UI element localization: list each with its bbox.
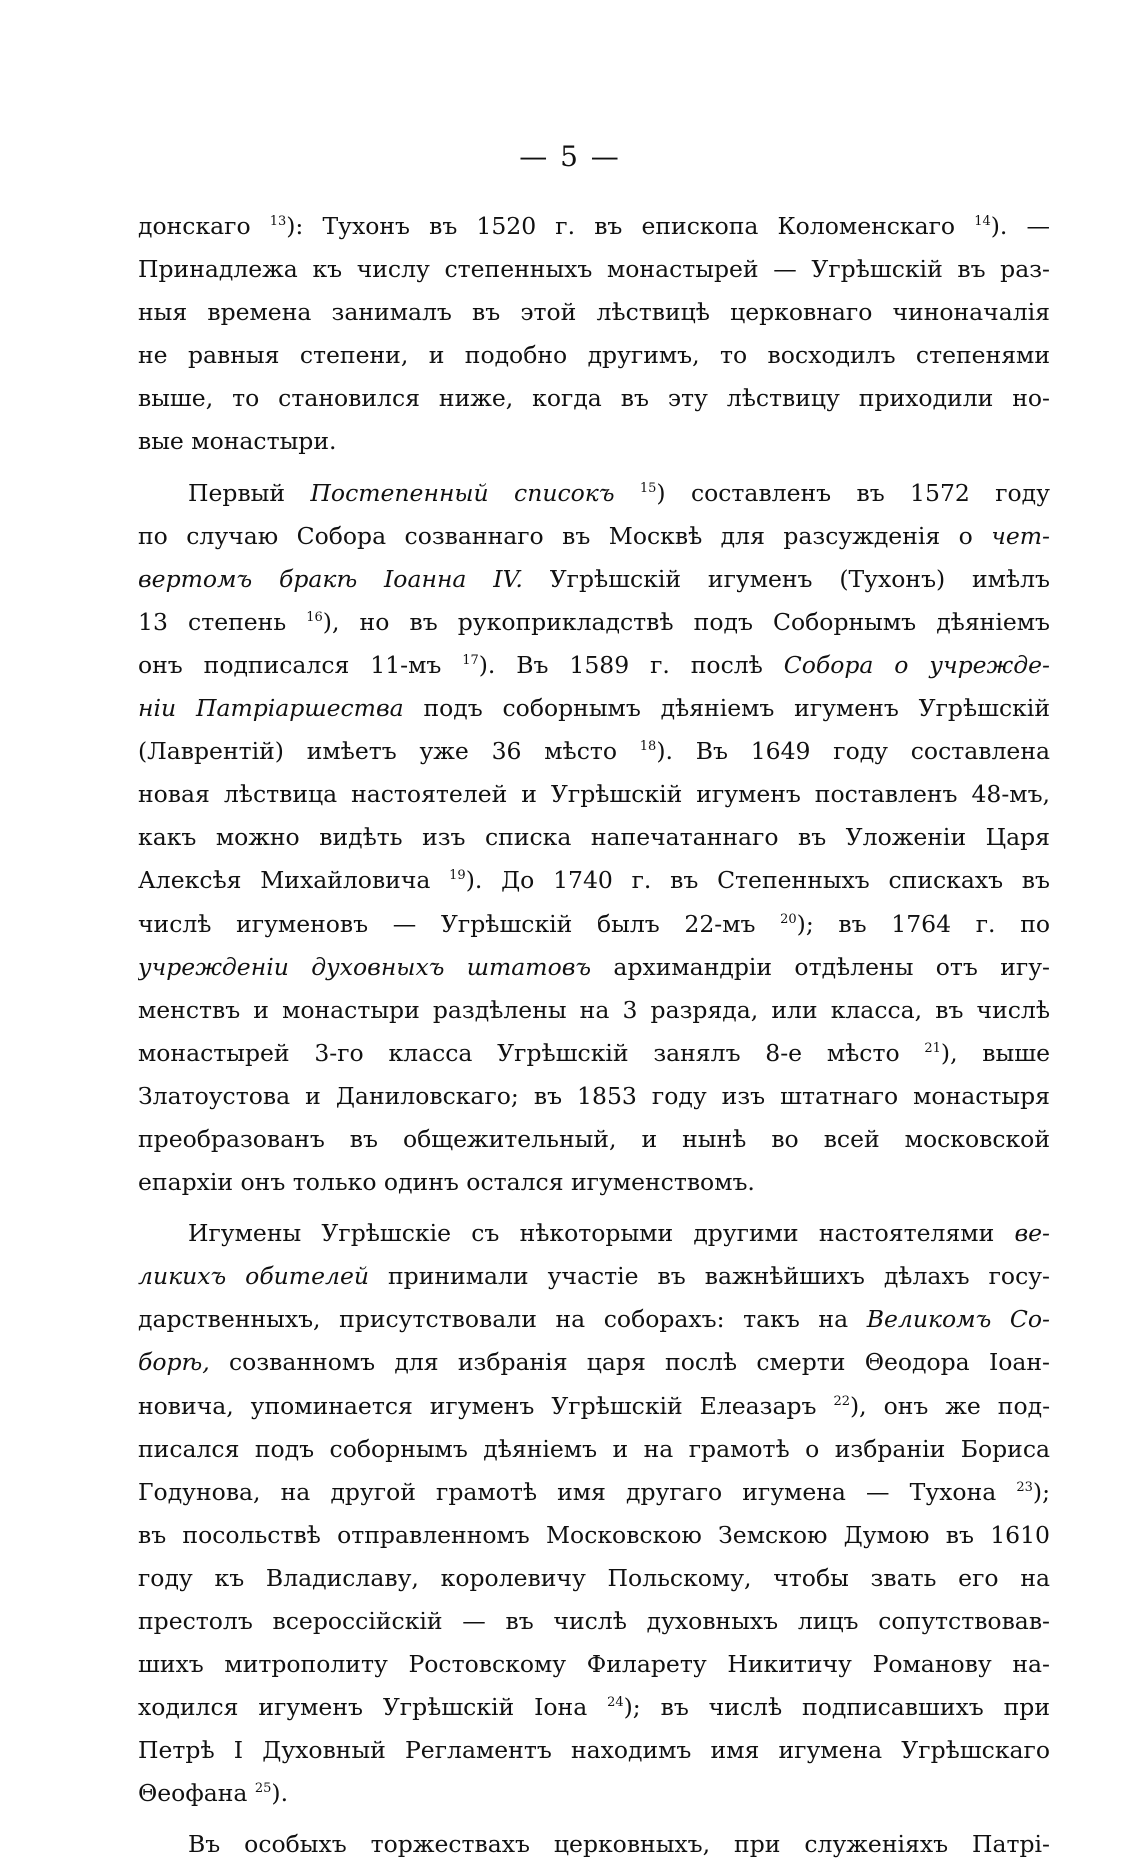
text-run: дарственныхъ, присутствовали на соборахъ: такъ на (138, 1305, 867, 1334)
text-line (138, 1212, 1050, 1255)
footnote-marker: 25 (254, 1781, 272, 1797)
footnote-marker: 13 (269, 214, 287, 229)
text-line (138, 1385, 1050, 1428)
text-run: ). (271, 1779, 289, 1808)
text-line (138, 472, 1050, 515)
text-run: ); (1032, 1477, 1050, 1506)
text-run: Златоустова и Даниловскаго; въ 1853 году изъ штатнаго монастыря (138, 1081, 1050, 1110)
text-line (138, 377, 1050, 420)
text-run: выше, то становился ниже, когда въ эту лѣствицу приходили но- (138, 384, 1050, 413)
page-number: — 5 — (519, 140, 621, 173)
body-text (138, 205, 1050, 1867)
text-line (138, 1600, 1050, 1643)
text-run: ); въ 1764 г. по (796, 909, 1050, 938)
text-line (138, 1471, 1050, 1514)
text-run (615, 479, 640, 507)
text-run: ныя времена занималъ въ этой лѣствицѣ церковнаго чиноначалія (138, 298, 1050, 327)
text-line (138, 248, 1050, 291)
text-run: новича, упоминается игуменъ Угрѣшскій Елеазаръ (138, 1391, 834, 1420)
text-run: донскаго (138, 212, 270, 240)
footnote-marker: 23 (1016, 1479, 1033, 1495)
text-run: (Лаврентій) имѣетъ уже 36 мѣсто (138, 737, 640, 766)
text-line (138, 420, 1050, 463)
text-run: въ посольствѣ отправленномъ Московскою Земскою Думою въ 1610 (138, 1520, 1050, 1549)
text-run: не равныя степени, и подобно другимъ, то восходилъ степенями (138, 341, 1050, 370)
text-run: ). До 1740 г. въ Степенныхъ спискахъ въ (465, 866, 1050, 895)
italic-text: чет- (991, 521, 1050, 550)
text-line (138, 859, 1050, 902)
text-line (138, 1823, 1050, 1866)
italic-text: ніи Патріаршества (138, 694, 404, 723)
text-run: ) составленъ въ 1572 году (656, 478, 1050, 507)
text-run: Первый (188, 478, 311, 507)
text-run: ), онъ же под- (850, 1391, 1050, 1420)
text-run: Петрѣ I Духовный Регламентъ находимъ имя игумена Угрѣшскаго (138, 1736, 1050, 1765)
text-run: Въ особыхъ торжествахъ церковныхъ, при служеніяхъ Патрі- (188, 1830, 1050, 1859)
text-run: ). — (990, 212, 1050, 240)
text-line (138, 946, 1050, 989)
text-run: новая лѣствица настоятелей и Угрѣшскій игуменъ поставленъ 48-мъ, (138, 780, 1050, 809)
text-line (138, 687, 1050, 730)
text-run: писался подъ соборнымъ дѣяніемъ и на грамотѣ о избраніи Бориса (138, 1434, 1050, 1463)
text-run: по случаю Собора созваннаго въ Москвѣ для разсужденія о (138, 521, 992, 550)
text-line (138, 1298, 1050, 1341)
text-line (138, 515, 1050, 558)
text-run: Угрѣшскій игуменъ (Тухонъ) имѣлъ (522, 564, 1050, 593)
text-line (138, 1118, 1050, 1161)
italic-text: ликихъ обителей (138, 1262, 370, 1291)
text-run: созванномъ для избранія царя послѣ смерти Θеодора Іоан- (209, 1348, 1050, 1377)
italic-text: борѣ, (138, 1348, 210, 1377)
text-run: преобразованъ въ общежительный, и нынѣ во всей московской (138, 1124, 1050, 1153)
text-run: году къ Владиславу, королевичу Польскому, чтобы звать его на (138, 1563, 1050, 1592)
text-line (138, 1428, 1050, 1471)
text-run: числѣ игуменовъ — Угрѣшскій былъ 22-мъ (138, 909, 781, 938)
text-run: вые монастыри. (138, 427, 337, 456)
text-run: подъ соборнымъ дѣяніемъ игуменъ Угрѣшскій (403, 694, 1050, 723)
text-line (138, 1514, 1050, 1557)
text-line (138, 291, 1050, 334)
text-line (138, 205, 1050, 248)
text-run: Игумены Угрѣшскіе съ нѣкоторыми другими настоятелями (188, 1219, 1015, 1248)
text-line (138, 989, 1050, 1032)
text-run: менствъ и монастыри раздѣлены на 3 разряда, или класса, въ числѣ (138, 995, 1050, 1024)
footnote-marker: 20 (780, 911, 797, 927)
footnote-marker: 24 (607, 1695, 624, 1711)
text-line (138, 644, 1050, 687)
footnote-marker: 22 (833, 1393, 850, 1409)
text-run: шихъ митрополиту Ростовскому Филарету Никитичу Романову на- (138, 1650, 1050, 1679)
italic-text: ве- (1014, 1219, 1050, 1248)
text-run: онъ подписался 11-мъ (138, 650, 463, 679)
text-line (138, 1557, 1050, 1600)
text-line (138, 1643, 1050, 1686)
text-line (138, 1255, 1050, 1298)
text-line (138, 1772, 1050, 1815)
text-line (138, 903, 1050, 946)
text-run: ходился игуменъ Угрѣшскій Іона (138, 1693, 608, 1722)
text-line (138, 601, 1050, 644)
italic-text: Собора о учрежде- (783, 650, 1050, 679)
text-run: ): Тухонъ въ 1520 г. въ епископа Коломенскаго (286, 212, 975, 240)
text-run: принимали участіе въ важнѣйшихъ дѣлахъ госу- (369, 1262, 1050, 1291)
text-run: епархіи онъ только одинъ остался игуменствомъ. (138, 1168, 755, 1197)
text-run: ). Въ 1589 г. послѣ (478, 650, 784, 679)
text-line (138, 1075, 1050, 1118)
text-line (138, 730, 1050, 773)
italic-text: Великомъ Со- (866, 1305, 1050, 1334)
text-run: Алексѣя Михайловича (138, 866, 450, 895)
text-run: монастырей 3-го класса Угрѣшскій занялъ 8-е мѣсто (138, 1038, 925, 1067)
text-run: Θеофана (138, 1779, 255, 1808)
text-run: архимандріи отдѣлены отъ игу- (591, 952, 1050, 981)
text-run: ), выше (940, 1038, 1050, 1067)
text-run: престолъ всероссійскій — въ числѣ духовныхъ лицъ сопутствовав- (138, 1607, 1050, 1635)
footnote-marker: 17 (462, 652, 479, 668)
text-run: Принадлежа къ числу степенныхъ монастырей — Угрѣшскій въ раз- (138, 255, 1050, 284)
text-line (138, 1729, 1050, 1772)
italic-text: учрежденіи духовныхъ штатовъ (138, 952, 592, 981)
italic-text: Постепенный списокъ (310, 478, 615, 507)
text-run: ), но въ рукоприкладствѣ подъ Соборнымъ дѣяніемъ (322, 607, 1050, 636)
text-line (138, 773, 1050, 816)
footnote-marker: 16 (306, 609, 323, 625)
text-line (138, 1161, 1050, 1204)
text-run: ); въ числѣ подписавшихъ при (623, 1693, 1050, 1722)
footnote-marker: 15 (639, 480, 657, 496)
footnote-marker: 21 (924, 1040, 941, 1056)
text-line (138, 334, 1050, 377)
footnote-marker: 18 (639, 739, 657, 755)
text-run: Годунова, на другой грамотѣ имя другаго игумена — Тухона (138, 1477, 1017, 1506)
text-line (138, 1686, 1050, 1729)
text-line (138, 816, 1050, 859)
text-run: ). Въ 1649 году составлена (656, 737, 1050, 766)
text-run: какъ можно видѣть изъ списка напечатаннаго въ Уложеніи Царя (138, 823, 1050, 852)
italic-text: вертомъ бракѣ Іоанна IV. (138, 564, 523, 593)
footnote-marker: 19 (449, 868, 466, 884)
footnote-marker: 14 (974, 214, 991, 229)
text-line (138, 558, 1050, 601)
text-line (138, 1341, 1050, 1384)
text-run: 13 степень (138, 607, 307, 636)
text-line (138, 1032, 1050, 1075)
